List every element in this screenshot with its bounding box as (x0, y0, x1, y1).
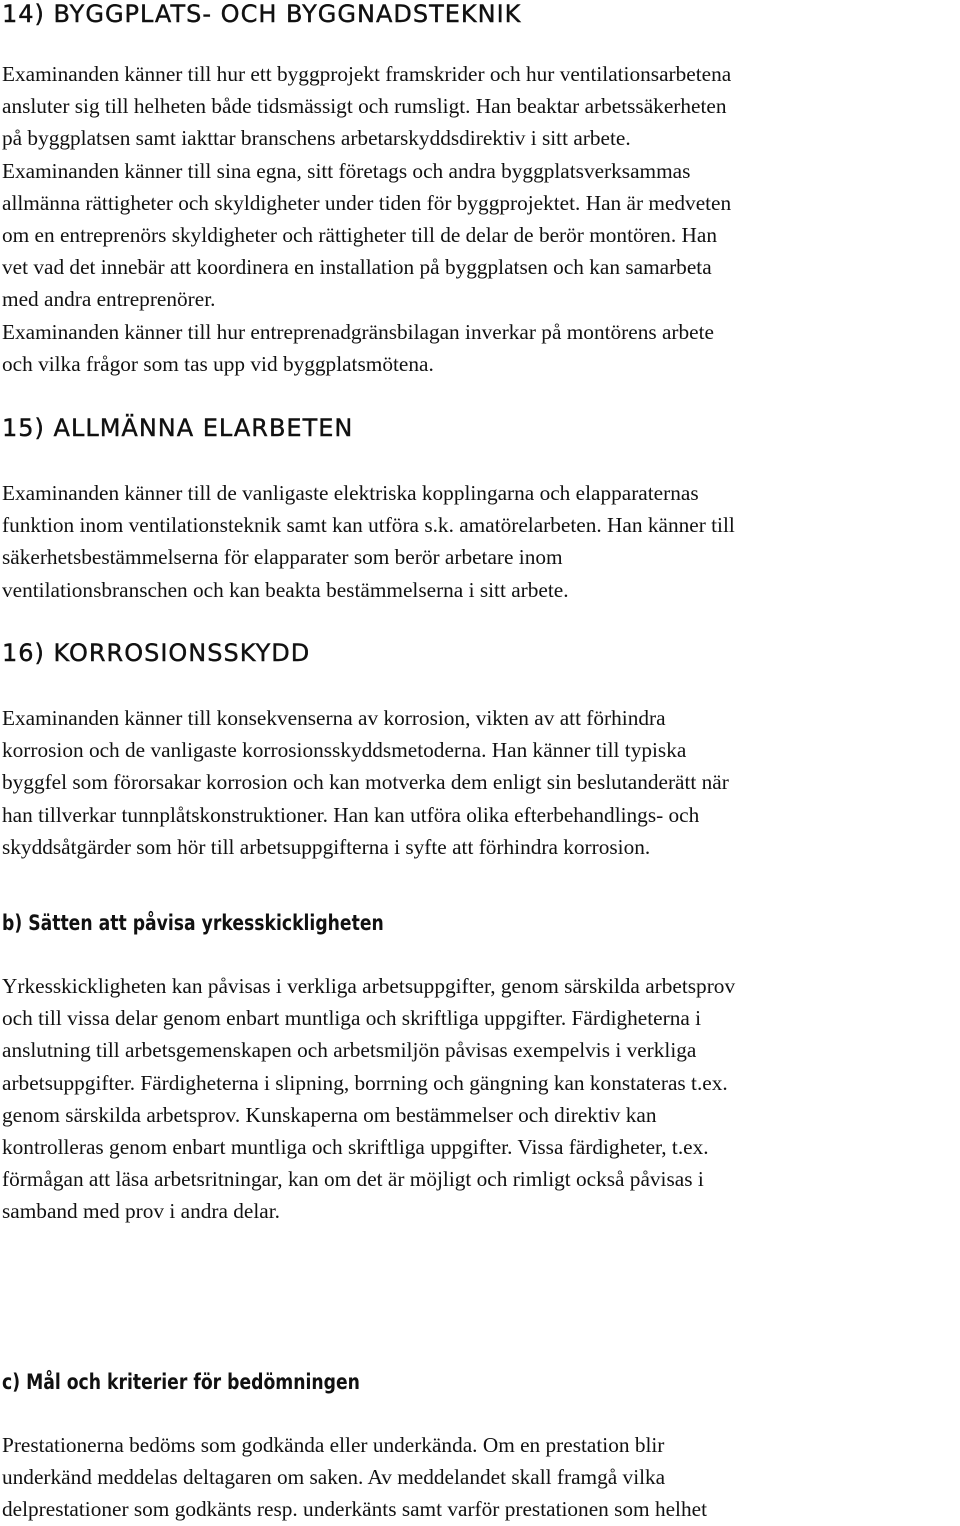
section-b-text (2, 970, 735, 1228)
section-14-heading: 14) BYGGPLATS- OCH BYGGNADSTEKNIK (2, 0, 522, 28)
text-line: och vilka frågor som tas upp vid byggplatsmötena. (2, 351, 434, 376)
text-line: han tillverkar tunnplåtskonstruktioner. Han kan utföra olika efterbehandlings- och (2, 802, 700, 827)
text-line: med andra entreprenörer. (2, 287, 216, 312)
section-15-text (2, 477, 735, 606)
text-line: genom särskilda arbetsprov. Kunskaperna om bestämmelser och direktiv kan (2, 1102, 657, 1127)
text-line: och till vissa delar genom enbart muntliga och skriftliga uppgifter. Färdigheterna i (2, 1006, 702, 1031)
text-line: underkänd meddelas deltagaren om saken. Av meddelandet skall framgå vilka (2, 1465, 666, 1490)
text-line: byggfel som förorsakar korrosion och kan motverka dem enligt sin beslutanderätt när (2, 770, 729, 795)
text-line: ventilationsbranschen och kan beakta bestämmelserna i sitt arbete. (2, 577, 569, 602)
text-line: kontrolleras genom enbart muntliga och skriftliga uppgifter. Vissa färdigheter, t.ex. (2, 1135, 709, 1160)
text-line: funktion inom ventilationsteknik samt kan utföra s.k. amatörelarbeten. Han känner till (2, 513, 735, 538)
text-line: delprestationer som godkänts resp. underkänts samt varför prestationen som helhet (2, 1497, 707, 1522)
text-line: skyddsåtgärder som hör till arbetsuppgifterna i syfte att förhindra korrosion. (2, 834, 651, 859)
section-c-text (2, 1429, 707, 1526)
text-line: om en entreprenörs skyldigheter och rättigheter till de delar de berör montören. Han (2, 223, 717, 248)
text-line: allmänna rättigheter och skyldigheter under tiden för byggprojektet. Han är medveten (2, 190, 732, 215)
text-line: Examinanden känner till hur entreprenadgränsbilagan inverkar på montörens arbete (2, 319, 714, 344)
text-line: samband med prov i andra delar. (2, 1199, 280, 1224)
section-b-heading: b) Sätten att påvisa yrkesskickligheten (2, 911, 384, 935)
text-line: ansluter sig till helheten både tidsmässigt och rumsligt. Han beaktar arbetssäkerheten (2, 94, 727, 119)
text-line: Yrkesskickligheten kan påvisas i verkliga arbetsuppgifter, genom särskilda arbetsprov (2, 974, 736, 998)
section-14-text (2, 58, 731, 380)
text-line: Examinanden känner till sina egna, sitt företags och andra byggplatsverksammas (2, 158, 691, 183)
text-line: förmågan att läsa arbetsritningar, kan om det är möjligt och rimligt också påvisas i (2, 1167, 704, 1192)
text-line: på byggplatsen samt iakttar branschens arbetarskyddsdirektiv i sitt arbete. (2, 126, 631, 151)
section-c-heading: c) Mål och kriterier för bedömningen (2, 1370, 360, 1394)
text-line: Examinanden känner till de vanligaste elektriska kopplingarna och elapparaternas (2, 481, 699, 505)
text-line: korrosion och de vanligaste korrosionsskyddsmetoderna. Han känner till typiska (2, 738, 687, 763)
section-16-heading: 16) KORROSIONSSKYDD (2, 639, 311, 667)
text-line: vet vad det innebär att koordinera en installation på byggplatsen och kan samarbeta (2, 255, 712, 280)
text-line: säkerhetsbestämmelserna för elapparater som berör arbetare inom (2, 545, 563, 570)
text-line: Examinanden känner till konsekvenserna av korrosion, vikten av att förhindra (2, 706, 666, 730)
text-line: Examinanden känner till hur ett byggprojekt framskrider och hur ventilationsarbetena (2, 62, 732, 86)
text-line: Prestationerna bedöms som godkända eller underkända. Om en prestation blir (2, 1433, 665, 1457)
section-15-heading: 15) ALLMÄNNA ELARBETEN (2, 414, 354, 442)
text-line: anslutning till arbetsgemenskapen och arbetsmiljön påvisas exempelvis i verkliga (2, 1038, 697, 1063)
section-16-text (2, 702, 729, 863)
text-line: arbetsuppgifter. Färdigheterna i slipning, borrning och gängning kan konstateras t.ex. (2, 1070, 728, 1095)
